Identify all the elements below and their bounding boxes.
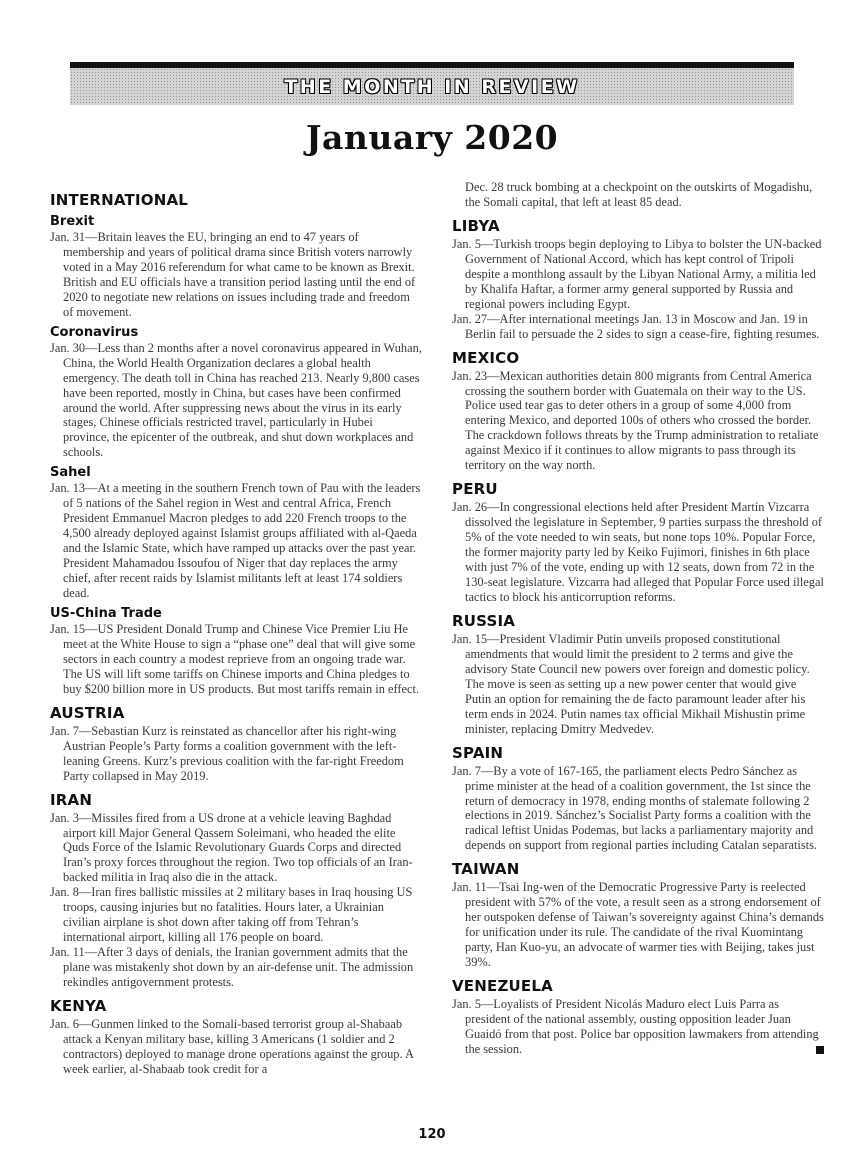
entry-peru: Jan. 26—In congressional elections held after President Martín Vizcarra dissolved the legislature in September, 9 parties surpass the threshold of 5% of the vote needed to win seats, but none tops 10%. Popular Force, the former majority party led by Keiko Fujimori, finishes in 6th place with just 7% of the vote, ending up with 12 seats, down from 72 in the 130-seat legislature. Vizcarra had alleged that Popular Force used illegal tactics to block his anticorruption reforms.	[452, 500, 824, 604]
entry-libya-2: Jan. 27—After international meetings Jan. 13 in Moscow and Jan. 19 in Berlin fail to persuade the 2 sides to sign a cease-fire, fighting resumes.	[452, 311, 820, 341]
section-heading-kenya: KENYA	[50, 996, 107, 1015]
left-column	[50, 184, 422, 1077]
entry-sahel: Jan. 13—At a meeting in the southern French town of Pau with the leaders of 5 nations of the Sahel region in West and central Africa, French President Emmanuel Macron pledges to add 220 French troops to the 4,500 already deployed against Islamist groups affiliated with al-Qaeda and the Islamic State, which have ramped up attacks over the past year. President Mahamadou Issoufou of Niger that day replaces the army chief, after recent raids by Islamist militants left at least 174 soldiers dead.	[50, 481, 421, 601]
entry-mexico: Jan. 23—Mexican authorities detain 800 migrants from Central America crossing the southern border with Guatemala on their way to the US. Police used tear gas to deter others in a group of some 4,000 from entering Mexico, and deported 100s of others who crossed the border. The crackdown follows threats by the Trump administration to retaliate against Mexico if it continues to allow migrants to pass through its territory on the way north.	[452, 368, 819, 473]
entry-iran-2: Jan. 8—Iran fires ballistic missiles at 2 military bases in Iraq housing US troops, causing injuries but no fatalities. Hours later, a Ukrainian civilian airplane is shot down after taking off from Tehran’s international airport, killing all 176 people on board.	[50, 885, 413, 945]
entry-kenya-continued: Dec. 28 truck bombing at a checkpoint on the outskirts of Mogadishu, the Somali capital, that left at least 85 dead.	[465, 180, 813, 209]
entry-venezuela	[452, 997, 824, 1057]
banner-title: THE MONTH IN REVIEW	[284, 75, 580, 98]
entry-venezuela-text: Jan. 5—Loyalists of President Nicolás Maduro elect Luis Parra as president of the national assembly, ousting opposition leader Juan Guaidó from that post. Police bar opposition lawmakers from attending the session.	[452, 997, 819, 1056]
entry-libya-1: Jan. 5—Turkish troops begin deploying to Libya to bolster the UN-backed Government of National Accord, which has kept control of Tripoli despite a monthlong assault by the Libyan National Army, a militia led by Khalifa Haftar, a former army general supported by Russia and regional powers including Egypt.	[452, 236, 822, 311]
entry-russia: Jan. 15—President Vladimir Putin unveils proposed constitutional amendments that would limit the president to 2 terms and give the advisory State Council new powers over foreign and domestic policy. The move is seen as setting up a new power center that would give Putin an option for remaining the de facto paramount leader after his term ends in 2024. Putin names tax official Mikhail Mishustin prime minister, replacing Dmitry Medvedev.	[452, 631, 810, 736]
entry-coronavirus: Jan. 30—Less than 2 months after a novel coronavirus appeared in Wuhan, China, the World Health Organization declares a global health emergency. The death toll in China has reached 213. Nearly 9,800 cases have been reported, mostly in China, but cases have been confirmed around the world. After suppressing news about the virus in its early stages, Chinese officials restricted travel, particularly in Hubei province, the epicenter of the outbreak, and shut down workplaces and schools.	[50, 340, 422, 460]
subheading-us-china-trade: US-China Trade	[50, 605, 162, 621]
section-heading-spain: SPAIN	[452, 743, 504, 762]
entry-iran-1: Jan. 3—Missiles fired from a US drone at a vehicle leaving Baghdad airport kill Major General Qassem Soleimani, who headed the elite Quds Force of the Islamic Revolutionary Guards Corps and directed Iran’s proxy forces throughout the region. Two top officials of an Iran-backed militia in Iraq also die in the attack.	[50, 810, 413, 885]
entry-austria: Jan. 7—Sebastian Kurz is reinstated as chancellor after his right-wing Austrian People’s Party forms a coalition government with the left-leaning Greens. Kurz’s previous coalition with the far-right Freedom Party collapsed in May 2019.	[50, 723, 404, 783]
section-heading-peru: PERU	[452, 480, 498, 499]
entry-spain: Jan. 7—By a vote of 167-165, the parliament elects Pedro Sánchez as prime minister at the head of a coalition government, the 1st since the return of democracy in 1978, ending months of stalemate following 2 elections in 2019. Sánchez’s Socialist Party forms a coalition with the radical leftist Unidas Podemas, but lacks a parliamentary majority and depends on support from regional parties including Catalan separatists.	[452, 763, 818, 853]
section-heading-libya: LIBYA	[452, 216, 500, 235]
page-number: 120	[418, 1127, 446, 1142]
section-heading-russia: RUSSIA	[452, 611, 516, 630]
subheading-sahel: Sahel	[50, 465, 91, 481]
page-title: January 2020	[305, 118, 559, 157]
subheading-brexit: Brexit	[50, 214, 95, 229]
right-column	[452, 180, 824, 1057]
entry-us-china-trade: Jan. 15—US President Donald Trump and Chinese Vice Premier Liu He meet at the White House to sign a “phase one” deal that will give some sectors in each country a modest reprieve from an ongoing trade war. The US will lift some tariffs on Chinese imports and China pledges to buy $200 billion more in US products. But most tariffs remain in effect.	[50, 621, 420, 696]
entry-brexit: Jan. 31—Britain leaves the EU, bringing an end to 47 years of membership and years of political drama since British voters narrowly voted in a May 2016 referendum for what came to be known as Brexit. British and EU officials have a transition period lasting until the end of 2020 to negotiate new relations on issues including trade and freedom of movement.	[50, 230, 416, 319]
section-heading-iran: IRAN	[50, 790, 93, 809]
entry-taiwan: Jan. 11—Tsai Ing-wen of the Democratic Progressive Party is reelected president with 57% of the vote, a result seen as a strong endorsement of her outspoken defense of Taiwan’s sovereignty against China’s demands for unification under its rule. The candidate of the rival Kuomintang party, Han Kuo-yu, an advocate of warmer ties with Beijing, takes just 39%.	[452, 880, 824, 970]
entry-iran-3: Jan. 11—After 3 days of denials, the Iranian government admits that the plane was mistakenly shot down by an air-defense unit. The admission rekindles antigovernment protests.	[50, 945, 414, 990]
section-heading-venezuela: VENEZUELA	[452, 977, 553, 996]
section-heading-taiwan: TAIWAN	[452, 860, 520, 879]
section-banner	[70, 68, 794, 105]
section-heading-international: INTERNATIONAL	[50, 191, 189, 209]
subheading-coronavirus: Coronavirus	[50, 324, 139, 340]
end-of-article-mark	[816, 1046, 824, 1054]
section-heading-mexico: MEXICO	[452, 348, 520, 367]
entry-kenya: Jan. 6—Gunmen linked to the Somali-based terrorist group al-Shabaab attack a Kenyan military base, killing 3 Americans (1 soldier and 2 contractors) deployed to manage drone operations against the group. A week earlier, al-Shabaab took credit for a	[50, 1016, 414, 1076]
section-heading-austria: AUSTRIA	[50, 703, 125, 722]
